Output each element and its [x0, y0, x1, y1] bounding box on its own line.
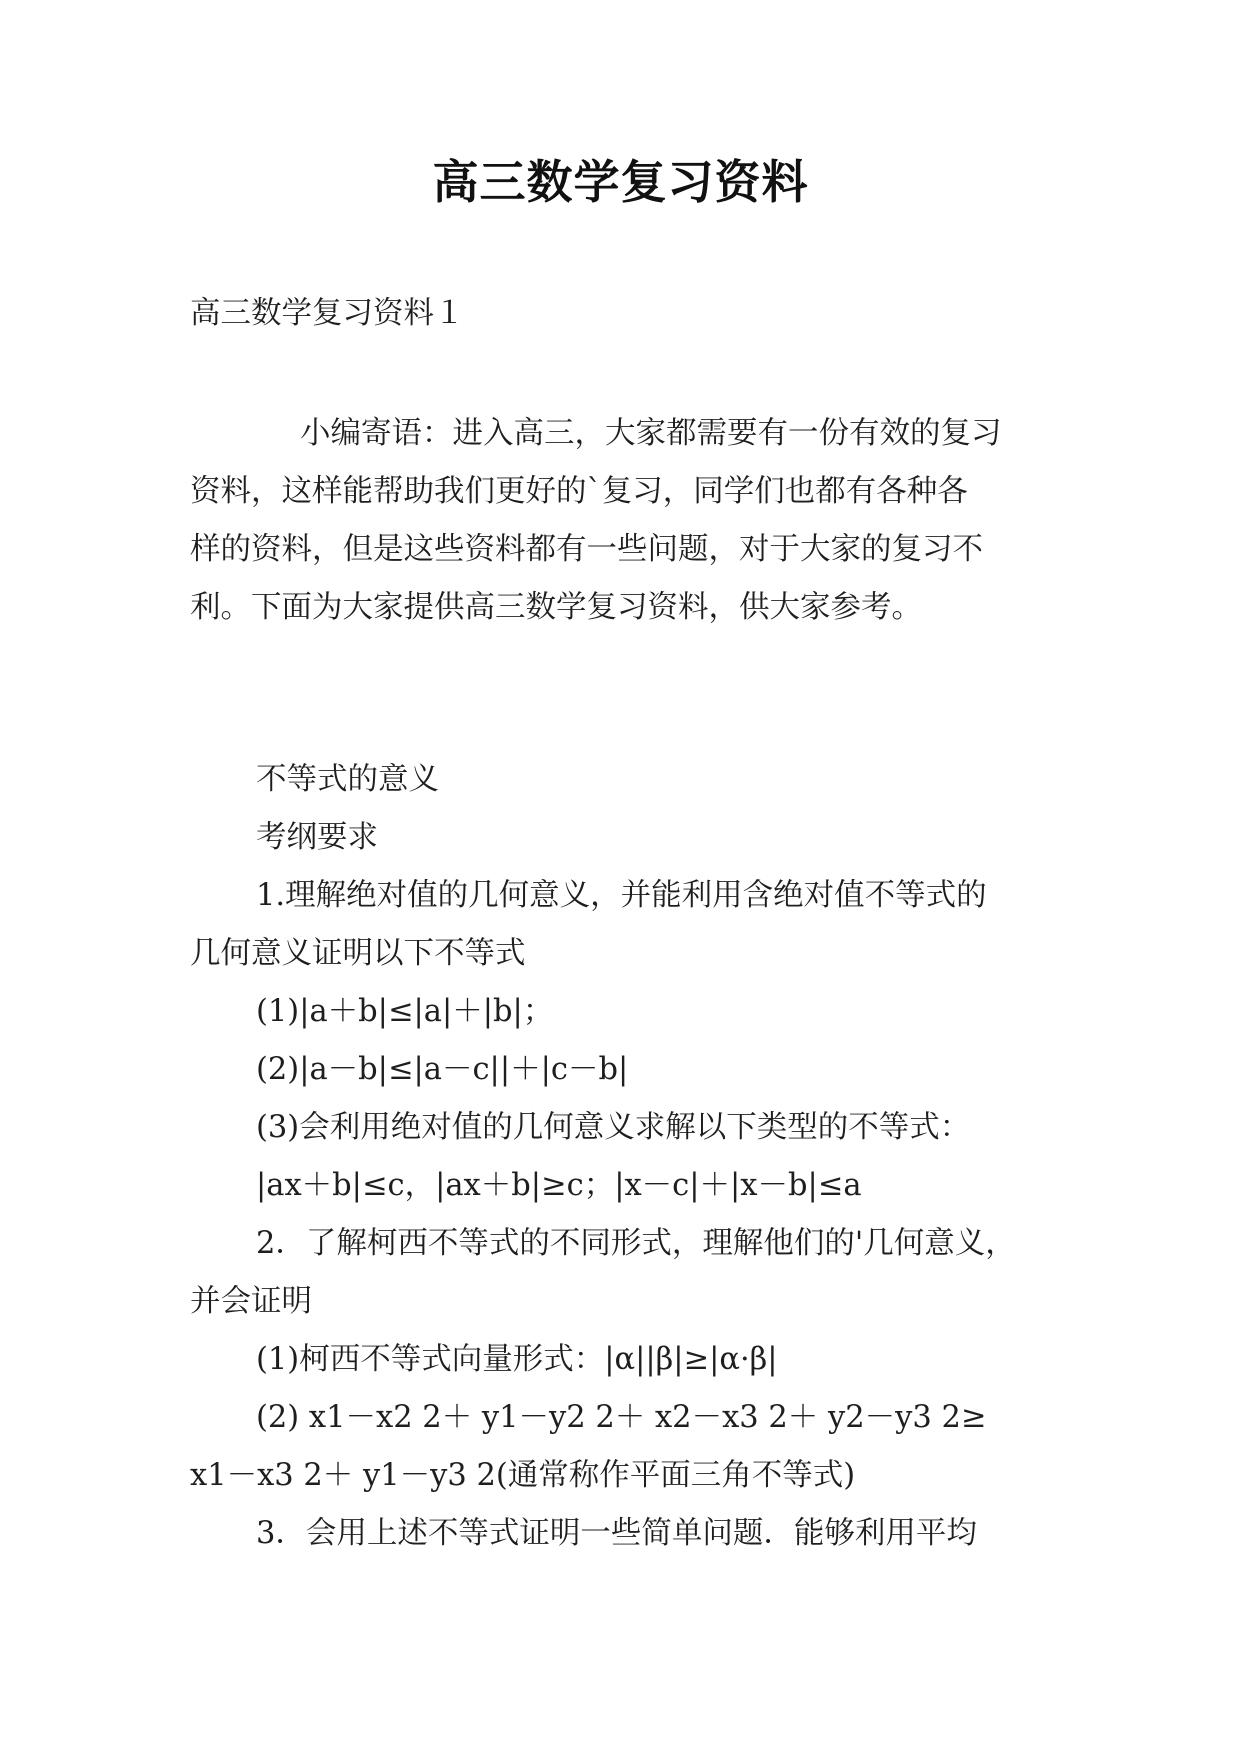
- body-line: 3．会用上述不等式证明一些简单问题．能够利用平均: [256, 1516, 977, 1551]
- subheading: 考纲要求: [256, 820, 378, 855]
- section-heading: 高三数学复习资料１: [190, 296, 465, 331]
- intro-paragraph-line: 利。下面为大家提供高三数学复习资料，供大家参考。: [190, 590, 922, 625]
- formula-line: x1－x3 2＋ y1－y3 2(通常称作平面三角不等式): [190, 1458, 856, 1493]
- body-line: 并会证明: [190, 1284, 312, 1319]
- document-title: 高三数学复习资料: [432, 155, 809, 209]
- formula-line: (2)|a－b|≤|a－c||＋|c－b|: [256, 1052, 629, 1087]
- body-line: 几何意义证明以下不等式: [190, 936, 526, 971]
- formula-line: (1)柯西不等式向量形式：|α||β|≥|α·β|: [256, 1342, 778, 1377]
- intro-paragraph-line: 资料，这样能帮助我们更好的`复习，同学们也都有各种各: [190, 474, 968, 509]
- formula-line: (2) x1－x2 2＋ y1－y2 2＋ x2－x3 2＋ y2－y3 2≥: [256, 1400, 987, 1435]
- intro-paragraph-line: 小编寄语：进入高三，大家都需要有一份有效的复习: [300, 416, 1002, 451]
- topic-heading: 不等式的意义: [256, 762, 439, 797]
- intro-paragraph-line: 样的资料，但是这些资料都有一些问题，对于大家的复习不: [190, 532, 983, 567]
- formula-line: (1)|a＋b|≤|a|＋|b|；: [256, 994, 554, 1029]
- body-line: (3)会利用绝对值的几何意义求解以下类型的不等式：: [256, 1110, 971, 1145]
- body-line: 1.理解绝对值的几何意义，并能利用含绝对值不等式的: [256, 878, 987, 913]
- body-line: 2．了解柯西不等式的不同形式，理解他们的'几何意义，: [256, 1226, 1016, 1261]
- formula-line: |ax＋b|≤c，|ax＋b|≥c；|x－c|＋|x－b|≤a: [256, 1168, 862, 1203]
